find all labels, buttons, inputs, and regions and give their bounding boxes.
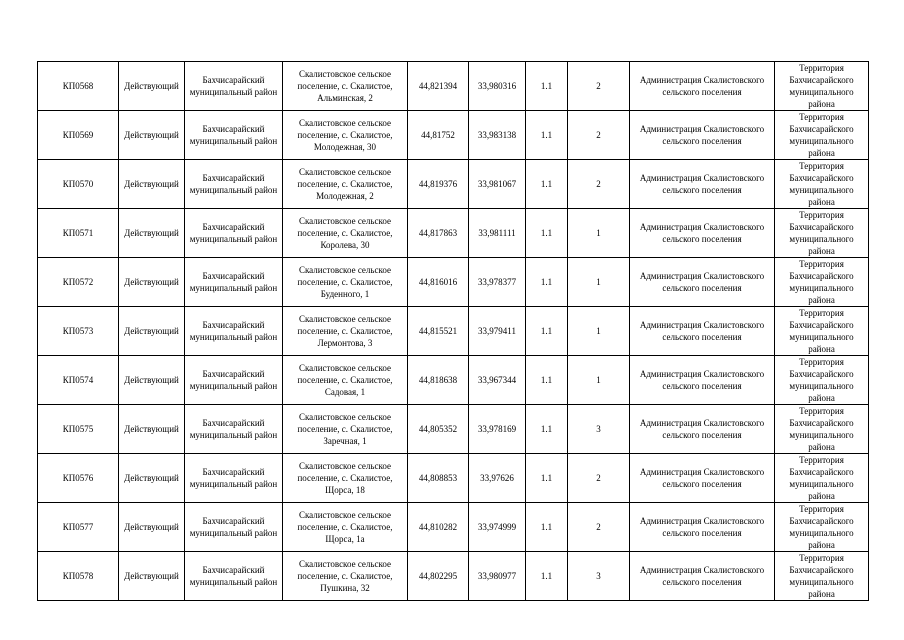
- cell-territory-line: муниципального: [789, 381, 854, 391]
- cell-administration-line: сельского поселения: [662, 283, 742, 293]
- cell-administration-line: Администрация Скалистовского: [639, 369, 765, 379]
- cell-district-line: Бахчисарайский: [202, 124, 265, 134]
- table-body: [38, 62, 869, 601]
- cell-address-line: Заречная, 1: [323, 436, 367, 446]
- cell-address: [283, 62, 408, 111]
- cell-site-code: КП0577: [38, 503, 119, 552]
- cell-container-count: 1: [568, 356, 630, 405]
- cell-territory-line: района: [808, 393, 835, 403]
- cell-administration-line: Администрация Скалистовского: [639, 222, 765, 232]
- cell-district: [185, 552, 283, 601]
- cell-container-count: 1: [568, 209, 630, 258]
- cell-address-line: поселение, с. Скалистое,: [297, 424, 393, 434]
- cell-district-line: Бахчисарайский: [202, 516, 265, 526]
- cell-territory-line: Бахчисарайского: [789, 222, 854, 232]
- cell-territory-line: Территория: [799, 553, 844, 563]
- cell-longitude: 33,97626: [469, 454, 526, 503]
- cell-longitude: 33,980316: [469, 62, 526, 111]
- cell-address-line: поселение, с. Скалистое,: [297, 375, 393, 385]
- cell-type: 1.1: [526, 209, 568, 258]
- table-row: [38, 503, 869, 552]
- cell-address-line: Скалистовское сельское: [298, 69, 392, 79]
- cell-site-code: КП0573: [38, 307, 119, 356]
- cell-administration-line: Администрация Скалистовского: [639, 467, 765, 477]
- cell-district: [185, 356, 283, 405]
- cell-territory: [775, 209, 869, 258]
- cell-district-line: Бахчисарайский: [202, 467, 265, 477]
- cell-administration-line: Администрация Скалистовского: [639, 271, 765, 281]
- cell-address-line: Альминская, 2: [317, 93, 373, 103]
- cell-territory-line: Территория: [799, 63, 844, 73]
- cell-longitude: 33,967344: [469, 356, 526, 405]
- cell-district-line: муниципальный район: [189, 577, 278, 587]
- cell-address-line: Молодежная, 2: [316, 191, 374, 201]
- cell-territory-line: муниципального: [789, 185, 854, 195]
- cell-administration: [630, 160, 775, 209]
- cell-status: Действующий: [119, 62, 185, 111]
- cell-territory-line: Бахчисарайского: [789, 418, 854, 428]
- table-row: [38, 405, 869, 454]
- cell-territory: [775, 405, 869, 454]
- cell-territory-line: Бахчисарайского: [789, 516, 854, 526]
- cell-site-code: КП0569: [38, 111, 119, 160]
- cell-administration-line: Администрация Скалистовского: [639, 75, 765, 85]
- cell-district-line: Бахчисарайский: [202, 75, 265, 85]
- cell-status: Действующий: [119, 356, 185, 405]
- cell-territory-line: Территория: [799, 504, 844, 514]
- cell-status: Действующий: [119, 209, 185, 258]
- cell-address-line: Скалистовское сельское: [298, 216, 392, 226]
- table-row: [38, 62, 869, 111]
- cell-address-line: Молодежная, 30: [313, 142, 377, 152]
- cell-territory: [775, 356, 869, 405]
- cell-administration-line: сельского поселения: [662, 381, 742, 391]
- cell-address: [283, 209, 408, 258]
- table-row: [38, 209, 869, 258]
- cell-address-line: Лермонтова, 3: [317, 338, 373, 348]
- cell-status: Действующий: [119, 160, 185, 209]
- cell-address-line: Скалистовское сельское: [298, 559, 392, 569]
- table-row: [38, 160, 869, 209]
- cell-territory: [775, 160, 869, 209]
- cell-container-count: 2: [568, 503, 630, 552]
- cell-territory-line: муниципального: [789, 136, 854, 146]
- cell-status: Действующий: [119, 405, 185, 454]
- cell-administration-line: сельского поселения: [662, 332, 742, 342]
- cell-administration: [630, 111, 775, 160]
- cell-territory-line: района: [808, 295, 835, 305]
- cell-territory: [775, 111, 869, 160]
- cell-territory-line: Территория: [799, 161, 844, 171]
- cell-latitude: 44,802295: [408, 552, 469, 601]
- cell-territory-line: района: [808, 589, 835, 599]
- cell-status: Действующий: [119, 503, 185, 552]
- cell-latitude: 44,808853: [408, 454, 469, 503]
- cell-territory-line: района: [808, 197, 835, 207]
- cell-status: Действующий: [119, 552, 185, 601]
- cell-address-line: Скалистовское сельское: [298, 167, 392, 177]
- table-row: [38, 454, 869, 503]
- cell-address-line: поселение, с. Скалистое,: [297, 130, 393, 140]
- cell-administration: [630, 209, 775, 258]
- cell-address: [283, 454, 408, 503]
- cell-district-line: муниципальный район: [189, 479, 278, 489]
- cell-territory-line: муниципального: [789, 577, 854, 587]
- cell-administration-line: Администрация Скалистовского: [639, 173, 765, 183]
- cell-territory-line: Территория: [799, 259, 844, 269]
- cell-address-line: Скалистовское сельское: [298, 265, 392, 275]
- cell-container-count: 2: [568, 454, 630, 503]
- cell-address-line: Скалистовское сельское: [298, 314, 392, 324]
- cell-site-code: КП0575: [38, 405, 119, 454]
- cell-longitude: 33,983138: [469, 111, 526, 160]
- cell-territory-line: района: [808, 442, 835, 452]
- cell-territory-line: Бахчисарайского: [789, 320, 854, 330]
- cell-territory-line: района: [808, 99, 835, 109]
- cell-district: [185, 258, 283, 307]
- cell-address-line: Буденного, 1: [320, 289, 370, 299]
- cell-administration-line: сельского поселения: [662, 528, 742, 538]
- cell-territory-line: Бахчисарайского: [789, 467, 854, 477]
- cell-latitude: 44,818638: [408, 356, 469, 405]
- cell-administration-line: Администрация Скалистовского: [639, 516, 765, 526]
- cell-district-line: муниципальный район: [189, 87, 278, 97]
- cell-address-line: поселение, с. Скалистое,: [297, 228, 393, 238]
- cell-site-code: КП0568: [38, 62, 119, 111]
- cell-territory-line: муниципального: [789, 283, 854, 293]
- cell-status: Действующий: [119, 111, 185, 160]
- cell-territory: [775, 258, 869, 307]
- cell-address-line: Скалистовское сельское: [298, 412, 392, 422]
- cell-territory: [775, 503, 869, 552]
- cell-container-count: 1: [568, 307, 630, 356]
- cell-district: [185, 62, 283, 111]
- cell-district-line: Бахчисарайский: [202, 565, 265, 575]
- cell-territory-line: Территория: [799, 112, 844, 122]
- cell-site-code: КП0571: [38, 209, 119, 258]
- cell-type: 1.1: [526, 454, 568, 503]
- cell-district-line: Бахчисарайский: [202, 320, 265, 330]
- cell-address: [283, 160, 408, 209]
- cell-territory: [775, 62, 869, 111]
- cell-address-line: Скалистовское сельское: [298, 363, 392, 373]
- table-row: [38, 552, 869, 601]
- cell-administration-line: сельского поселения: [662, 136, 742, 146]
- cell-type: 1.1: [526, 62, 568, 111]
- cell-administration-line: Администрация Скалистовского: [639, 124, 765, 134]
- table-row: [38, 258, 869, 307]
- cell-address-line: поселение, с. Скалистое,: [297, 571, 393, 581]
- cell-territory-line: Бахчисарайского: [789, 565, 854, 575]
- cell-administration-line: сельского поселения: [662, 577, 742, 587]
- cell-administration-line: сельского поселения: [662, 479, 742, 489]
- cell-territory-line: Бахчисарайского: [789, 173, 854, 183]
- cell-district: [185, 307, 283, 356]
- cell-territory-line: муниципального: [789, 479, 854, 489]
- cell-administration-line: сельского поселения: [662, 185, 742, 195]
- cell-latitude: 44,810282: [408, 503, 469, 552]
- cell-administration-line: сельского поселения: [662, 87, 742, 97]
- cell-territory-line: района: [808, 491, 835, 501]
- cell-type: 1.1: [526, 258, 568, 307]
- cell-administration: [630, 258, 775, 307]
- cell-address-line: Скалистовское сельское: [298, 510, 392, 520]
- container-site-registry-table: [37, 61, 869, 601]
- cell-district: [185, 160, 283, 209]
- cell-administration: [630, 503, 775, 552]
- cell-territory-line: района: [808, 344, 835, 354]
- cell-address: [283, 503, 408, 552]
- cell-district-line: Бахчисарайский: [202, 173, 265, 183]
- cell-status: Действующий: [119, 307, 185, 356]
- cell-address-line: поселение, с. Скалистое,: [297, 522, 393, 532]
- cell-type: 1.1: [526, 552, 568, 601]
- cell-administration-line: сельского поселения: [662, 234, 742, 244]
- cell-latitude: 44,819376: [408, 160, 469, 209]
- cell-district-line: муниципальный район: [189, 136, 278, 146]
- cell-administration: [630, 552, 775, 601]
- cell-address-line: поселение, с. Скалистое,: [297, 326, 393, 336]
- cell-container-count: 2: [568, 111, 630, 160]
- cell-district-line: муниципальный район: [189, 381, 278, 391]
- cell-administration: [630, 62, 775, 111]
- cell-container-count: 2: [568, 160, 630, 209]
- cell-address-line: поселение, с. Скалистое,: [297, 473, 393, 483]
- cell-district-line: муниципальный район: [189, 185, 278, 195]
- cell-longitude: 33,981067: [469, 160, 526, 209]
- cell-type: 1.1: [526, 160, 568, 209]
- cell-district-line: муниципальный район: [189, 528, 278, 538]
- cell-type: 1.1: [526, 503, 568, 552]
- cell-district-line: муниципальный район: [189, 332, 278, 342]
- cell-site-code: КП0574: [38, 356, 119, 405]
- cell-territory-line: муниципального: [789, 430, 854, 440]
- cell-longitude: 33,979411: [469, 307, 526, 356]
- cell-site-code: КП0570: [38, 160, 119, 209]
- cell-territory-line: Бахчисарайского: [789, 369, 854, 379]
- cell-territory-line: Территория: [799, 357, 844, 367]
- cell-administration-line: Администрация Скалистовского: [639, 418, 765, 428]
- cell-address-line: Королева, 30: [320, 240, 370, 250]
- cell-longitude: 33,974999: [469, 503, 526, 552]
- cell-longitude: 33,981111: [469, 209, 526, 258]
- cell-district-line: Бахчисарайский: [202, 271, 265, 281]
- cell-site-code: КП0572: [38, 258, 119, 307]
- cell-longitude: 33,978377: [469, 258, 526, 307]
- table-row: [38, 356, 869, 405]
- cell-territory-line: Бахчисарайского: [789, 75, 854, 85]
- cell-territory-line: муниципального: [789, 234, 854, 244]
- cell-address-line: Скалистовское сельское: [298, 118, 392, 128]
- cell-territory-line: муниципального: [789, 87, 854, 97]
- cell-administration: [630, 454, 775, 503]
- cell-latitude: 44,817863: [408, 209, 469, 258]
- cell-longitude: 33,980977: [469, 552, 526, 601]
- cell-address: [283, 307, 408, 356]
- cell-latitude: 44,805352: [408, 405, 469, 454]
- cell-district: [185, 405, 283, 454]
- cell-address-line: Щорса, 1а: [325, 534, 365, 544]
- cell-territory-line: муниципального: [789, 332, 854, 342]
- cell-type: 1.1: [526, 307, 568, 356]
- cell-district: [185, 111, 283, 160]
- cell-address-line: поселение, с. Скалистое,: [297, 81, 393, 91]
- cell-district: [185, 454, 283, 503]
- cell-latitude: 44,816016: [408, 258, 469, 307]
- cell-address-line: поселение, с. Скалистое,: [297, 179, 393, 189]
- cell-territory-line: муниципального: [789, 528, 854, 538]
- cell-territory-line: Территория: [799, 308, 844, 318]
- cell-territory-line: Бахчисарайского: [789, 124, 854, 134]
- cell-district: [185, 209, 283, 258]
- cell-district-line: муниципальный район: [189, 283, 278, 293]
- cell-address: [283, 258, 408, 307]
- cell-container-count: 2: [568, 62, 630, 111]
- cell-status: Действующий: [119, 454, 185, 503]
- cell-type: 1.1: [526, 405, 568, 454]
- cell-longitude: 33,978169: [469, 405, 526, 454]
- cell-territory: [775, 552, 869, 601]
- cell-administration-line: Администрация Скалистовского: [639, 320, 765, 330]
- table-row: [38, 111, 869, 160]
- cell-administration: [630, 307, 775, 356]
- cell-territory-line: Бахчисарайского: [789, 271, 854, 281]
- cell-administration-line: сельского поселения: [662, 430, 742, 440]
- cell-territory-line: района: [808, 246, 835, 256]
- cell-administration: [630, 405, 775, 454]
- cell-site-code: КП0578: [38, 552, 119, 601]
- cell-address-line: Пушкина, 32: [320, 583, 370, 593]
- cell-district-line: муниципальный район: [189, 430, 278, 440]
- cell-site-code: КП0576: [38, 454, 119, 503]
- cell-territory-line: Территория: [799, 406, 844, 416]
- cell-territory: [775, 454, 869, 503]
- cell-territory-line: района: [808, 540, 835, 550]
- cell-district: [185, 503, 283, 552]
- cell-territory-line: района: [808, 148, 835, 158]
- cell-district-line: Бахчисарайский: [202, 418, 265, 428]
- table-row: [38, 307, 869, 356]
- cell-address: [283, 111, 408, 160]
- cell-status: Действующий: [119, 258, 185, 307]
- cell-container-count: 3: [568, 552, 630, 601]
- cell-type: 1.1: [526, 356, 568, 405]
- cell-address: [283, 405, 408, 454]
- cell-district-line: Бахчисарайский: [202, 222, 265, 232]
- cell-territory-line: Территория: [799, 455, 844, 465]
- cell-address-line: Щорса, 18: [325, 485, 365, 495]
- cell-latitude: 44,821394: [408, 62, 469, 111]
- cell-container-count: 3: [568, 405, 630, 454]
- cell-type: 1.1: [526, 111, 568, 160]
- cell-territory-line: Территория: [799, 210, 844, 220]
- cell-address: [283, 356, 408, 405]
- cell-administration: [630, 356, 775, 405]
- cell-administration-line: Администрация Скалистовского: [639, 565, 765, 575]
- cell-address-line: поселение, с. Скалистое,: [297, 277, 393, 287]
- cell-latitude: 44,81752: [408, 111, 469, 160]
- cell-territory: [775, 307, 869, 356]
- cell-container-count: 1: [568, 258, 630, 307]
- cell-latitude: 44,815521: [408, 307, 469, 356]
- cell-district-line: муниципальный район: [189, 234, 278, 244]
- cell-district-line: Бахчисарайский: [202, 369, 265, 379]
- cell-address: [283, 552, 408, 601]
- cell-address-line: Садовая, 1: [324, 387, 366, 397]
- cell-address-line: Скалистовское сельское: [298, 461, 392, 471]
